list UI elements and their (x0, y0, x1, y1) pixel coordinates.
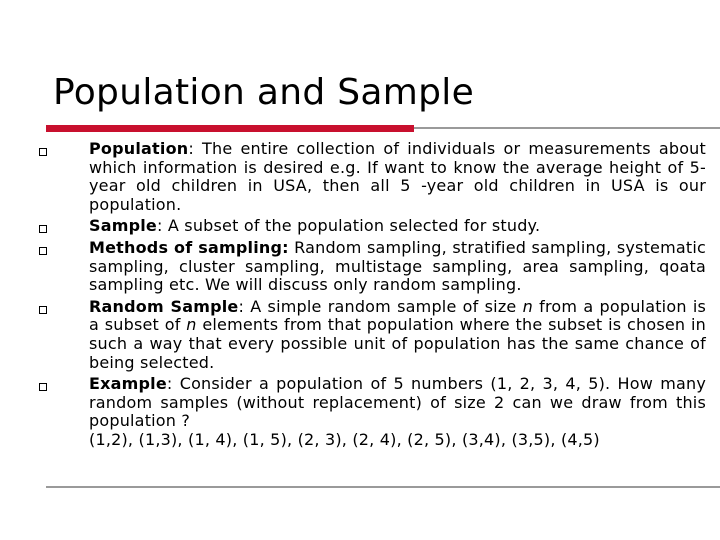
bullet-sample (89, 217, 706, 236)
definition-example: : Consider a population of 5 numbers (1, 2, 3, 4, 5). How many random samples (without replacement) of size 2 can we draw from this population ? (89, 374, 706, 431)
slide-title: Population and Sample (53, 72, 475, 113)
term-random-sample: Random Sample (89, 296, 239, 316)
term-methods: Methods of sampling: (89, 237, 289, 257)
definition-population: : The entire collection of individuals or measurements about which information is desired e.g. If want to know the average height of 5-year old children in USA, then all 5 -year old children in USA is our population. (89, 139, 706, 214)
square-bullet-icon (39, 225, 47, 233)
term-population: Population (89, 139, 189, 158)
bullet-methods (89, 239, 706, 295)
bullet-random-sample (89, 298, 706, 372)
definition-sample: : A subset of the population selected for study. (156, 216, 541, 236)
title-underline-accent (46, 125, 414, 132)
variable-n: n (186, 315, 197, 335)
example-pairs: (1,2), (1,3), (1, 4), (1, 5), (2, 3), (2, 4), (2, 5), (3,4), (3,5), (4,5) (89, 429, 600, 449)
square-bullet-icon (39, 306, 47, 314)
square-bullet-icon (39, 247, 47, 255)
bullet-example (89, 375, 706, 449)
bullet-list (89, 140, 706, 453)
square-bullet-icon (39, 383, 47, 391)
term-sample: Sample (89, 216, 157, 236)
definition-random-sample-a: : A simple random sample of size (238, 296, 523, 316)
term-example: Example (89, 374, 167, 394)
definition-random-sample-b: from a population is a subset of (89, 296, 706, 335)
square-bullet-icon (39, 148, 47, 156)
definition-methods: Random sampling, stratified sampling, systematic sampling, cluster sampling, multistage sampling, area sampling, qoata sampling etc. We will discuss only random sampling. (89, 237, 707, 295)
variable-n: n (522, 296, 533, 316)
definition-random-sample-c: elements from that population where the subset is chosen in such a way that every possible unit of population has the same chance of being selected. (89, 315, 706, 372)
footer-rule (46, 486, 720, 488)
bullet-population (89, 140, 706, 214)
